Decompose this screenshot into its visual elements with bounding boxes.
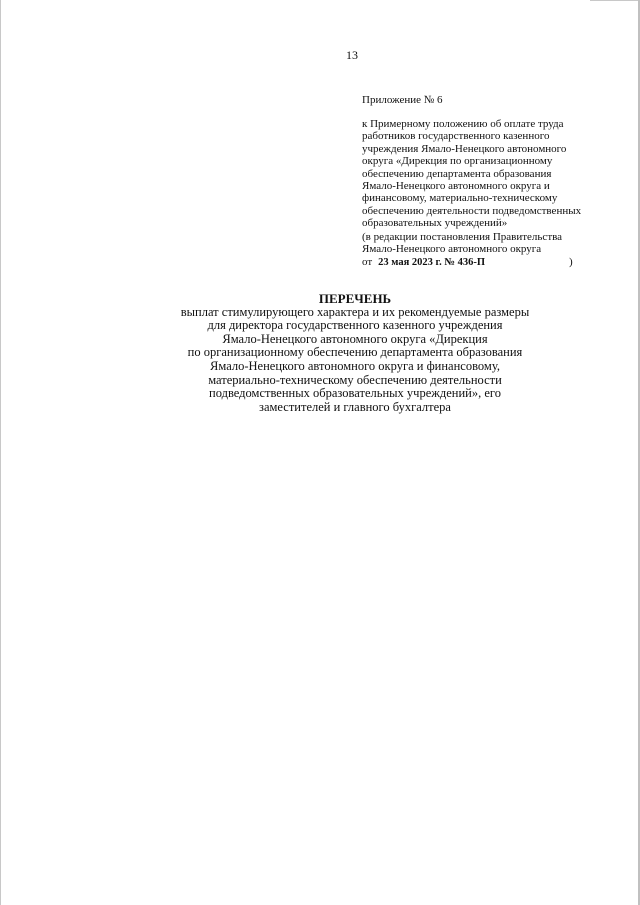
appendix-line: образовательных учреждений» — [362, 217, 508, 230]
appendix-line: округа «Дирекция по организационному — [362, 155, 553, 168]
heading-line: Ямало-Ненецкого автономного округа «Дирекция — [222, 331, 488, 346]
date-value: 23 мая 2023 г. № 436-П — [378, 256, 485, 268]
heading-line: по организационному обеспечению департамента образования — [187, 345, 523, 360]
edition-line: Ямало-Ненецкого автономного округа — [362, 243, 542, 256]
heading-line: заместителей и главного бухгалтера — [259, 399, 451, 414]
heading-line: выплат стимулирующего характера и их рекомендуемые размеры — [180, 304, 530, 319]
page-edge-top — [590, 0, 638, 1]
heading-line: подведомственных образовательных учреждений», его — [209, 386, 501, 401]
edition-date-line — [362, 255, 573, 269]
appendix-line: финансовому, материально-техническому — [362, 192, 558, 205]
heading-line: для директора государственного казенного учреждения — [207, 318, 503, 333]
heading-title: ПЕРЕЧЕНЬ — [318, 291, 392, 306]
edition-line: (в редакции постановления Правительства — [362, 231, 563, 243]
edition-note — [362, 231, 573, 269]
appendix-line: обеспечению деятельности подведомственных — [362, 204, 582, 217]
appendix-reference — [362, 118, 602, 230]
document-heading — [140, 292, 570, 414]
appendix-line: работников государственного казенного — [362, 130, 550, 143]
appendix-line: обеспечению департамента образования — [362, 167, 552, 180]
date-prefix: от — [362, 255, 373, 268]
date-suffix: ) — [569, 255, 573, 268]
page-number: 13 — [346, 48, 358, 62]
appendix-title: Приложение № 6 — [362, 94, 443, 106]
appendix-line: к Примерному положению об оплате труда — [362, 118, 564, 130]
heading-line: Ямало-Ненецкого автономного округа и финансовому, — [210, 358, 500, 373]
page-edge-left — [0, 0, 1, 905]
appendix-line: Ямало-Ненецкого автономного округа и — [362, 180, 550, 193]
appendix-line: учреждения Ямало-Ненецкого автономного — [362, 142, 567, 155]
heading-line: материально-техническому обеспечению деятельности — [208, 372, 502, 387]
